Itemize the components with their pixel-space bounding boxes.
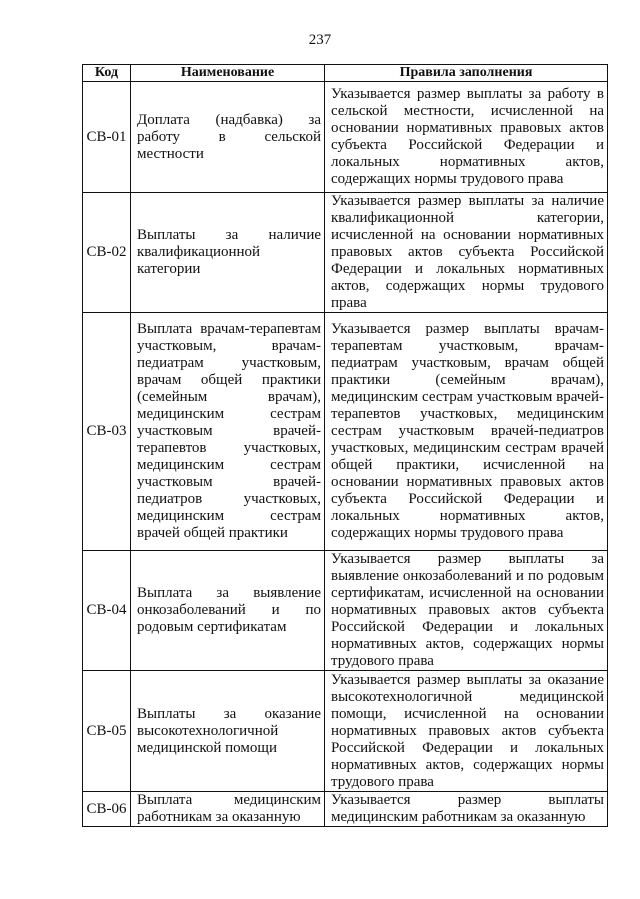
header-name: Наименование	[131, 65, 325, 82]
header-code: Код	[83, 65, 131, 82]
row-code: СВ-06	[83, 792, 131, 827]
row-code: СВ-05	[83, 671, 131, 792]
table-row	[83, 82, 608, 193]
row-rule: Указывается размер выплаты за оказание высокотехнологичной медицинской помощи, исчисленной на основании нормативных правовых актов субъекта Российской Федерации и локальных нормативных актов, содержащих нормы трудового права	[325, 671, 608, 792]
row-rule-cell	[325, 792, 608, 827]
row-name: Выплаты за оказание высокотехнологичной медицинской помощи	[131, 671, 325, 792]
row-rule: Указывается размер выплаты за выявление онкозаболеваний и по родовым сертификатам, исчисленной на основании нормативных правовых актов субъекта Российской Федерации и локальных нормативных актов, содержащих нормы трудового права	[325, 551, 608, 671]
table-row	[83, 792, 608, 827]
table-row	[83, 193, 608, 313]
row-rule: Указывается размер выплаты за наличие квалификационной категории, исчисленной на основании нормативных правовых актов субъекта Российской Федерации и локальных нормативных актов, содержащих нормы трудового права	[325, 193, 608, 313]
row-name: Выплата медицинским работникам за оказанную	[137, 792, 321, 825]
page-number: 237	[308, 32, 332, 48]
row-rule: Указывается размер выплаты за работу в сельской местности, исчисленной на основании нормативных правовых актов субъекта Российской Федерации и локальных нормативных актов, содержащих нормы трудового права	[325, 82, 608, 193]
row-rule: Указывается размер выплаты медицинским работникам за оказанную	[331, 792, 604, 825]
row-code: СВ-01	[83, 82, 131, 193]
table-header-row	[83, 65, 608, 82]
row-name: Доплата (надбавка) за работу в сельской местности	[131, 82, 325, 193]
row-name: Выплаты за наличие квалификационной категории	[131, 193, 325, 313]
table-row	[83, 313, 608, 551]
row-code: СВ-04	[83, 551, 131, 671]
row-code: СВ-02	[83, 193, 131, 313]
row-name: Выплата врачам-терапевтам участковым, врачам-педиатрам участковым, врачам общей практики (семейным врачам), медицинским сестрам участковым врачей-терапевтов участковых, медицинским сестрам участковым врачей-педиатров участковых, медицинским сестрам врачей общей практики	[131, 313, 325, 551]
table-row	[83, 551, 608, 671]
row-rule: Указывается размер выплаты врачам-терапевтам участковым, врачам-педиатрам участковым, врачам общей практики (семейным врачам), медицинским сестрам участковым врачей-терапевтов участковых, медицинским сестрам участковым врачей-педиатров участковых, медицинским сестрам врачей общей практики, исчисленной на основании нормативных правовых актов субъекта Российской Федерации и локальных нормативных актов, содержащих нормы трудового права	[325, 313, 608, 551]
row-name: Выплата за выявление онкозаболеваний и по родовым сертификатам	[131, 551, 325, 671]
row-name-cell	[131, 792, 325, 827]
row-code: СВ-03	[83, 313, 131, 551]
rules-table	[82, 64, 608, 827]
header-rule: Правила заполнения	[325, 65, 608, 82]
table-row	[83, 671, 608, 792]
